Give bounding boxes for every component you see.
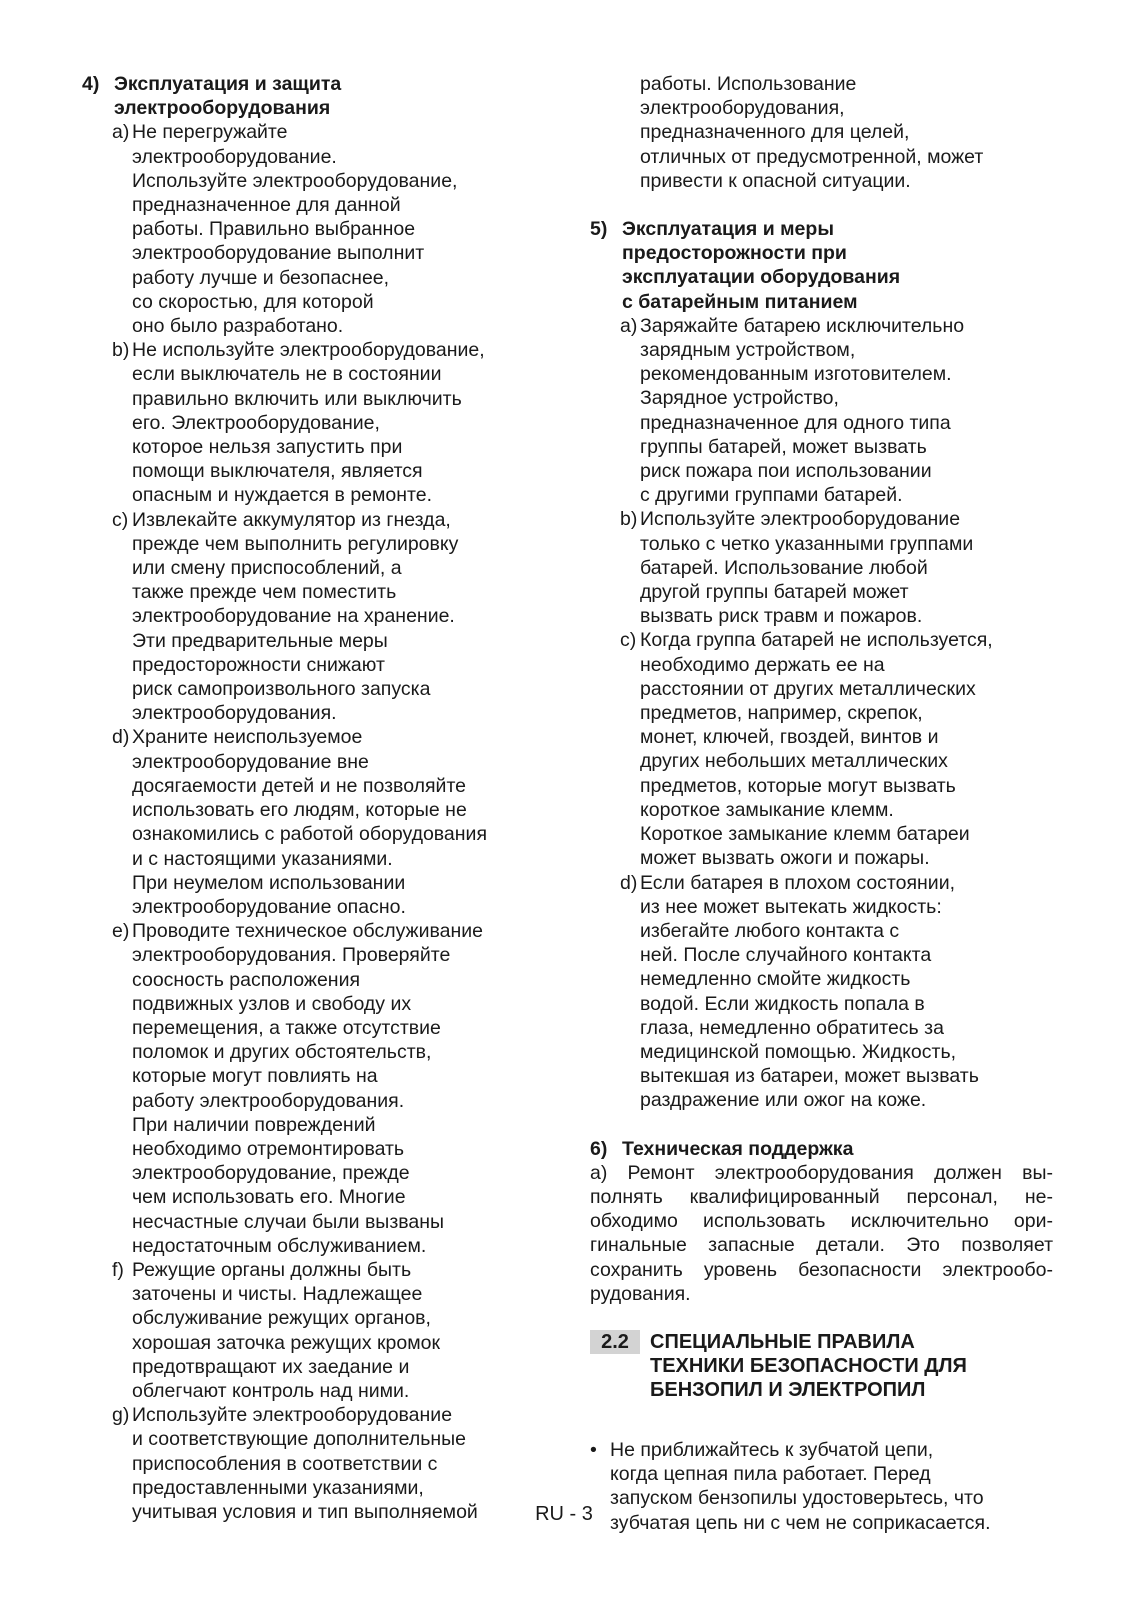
item-line: риск самопроизвольного запуска bbox=[132, 678, 431, 701]
right-column bbox=[590, 72, 1053, 1535]
item-line: предоставленными указаниями, bbox=[132, 1476, 424, 1499]
item-line: его. Электрооборудование, bbox=[132, 411, 380, 434]
bullet-icon: • bbox=[590, 1438, 597, 1461]
section-title-line: СПЕЦИАЛЬНЫЕ ПРАВИЛА bbox=[650, 1330, 915, 1353]
continued-paragraph bbox=[590, 72, 1053, 193]
item-line: монет, ключей, гвоздей, винтов и bbox=[640, 726, 939, 749]
section-2-2-heading bbox=[590, 1330, 1053, 1402]
section-6-heading bbox=[590, 1137, 1053, 1161]
item-line: которые могут повлиять на bbox=[132, 1065, 378, 1088]
item-line: электрооборудование выполнит bbox=[132, 242, 425, 265]
item-line: водой. Если жидкость попала в bbox=[640, 992, 925, 1015]
item-line: оно было разработано. bbox=[132, 315, 344, 338]
section-number: 5) bbox=[590, 218, 608, 241]
paragraph-line: сохранить уровень безопасности электрообо- bbox=[590, 1258, 1053, 1281]
item-line: необходимо держать ее на bbox=[640, 653, 885, 676]
item-line: Используйте электрооборудование bbox=[132, 1404, 453, 1427]
paragraph-line: полнять квалифицированный персонал, не- bbox=[590, 1185, 1053, 1208]
paragraph-line: гинальные запасные детали. Это позволяет bbox=[590, 1234, 1053, 1257]
item-line: группы батарей, может вызвать bbox=[640, 435, 927, 458]
item-line: Используйте электрооборудование bbox=[640, 508, 961, 531]
page-number: RU - 3 bbox=[535, 1503, 593, 1525]
item-line: электрооборудования. bbox=[132, 702, 337, 725]
bullet-line: когда цепная пила работает. Перед bbox=[610, 1463, 931, 1486]
bullet-line: зубчатая цепь ни с чем не соприкасается. bbox=[610, 1511, 991, 1534]
list-item bbox=[590, 628, 1053, 870]
section-number: 6) bbox=[590, 1137, 608, 1160]
item-label: g) bbox=[112, 1404, 130, 1427]
item-line: если выключатель не в состоянии bbox=[132, 363, 442, 386]
item-line: правильно включить или выключить bbox=[132, 387, 462, 410]
item-label: f) bbox=[112, 1258, 124, 1281]
item-line: другой группы батарей может bbox=[640, 581, 909, 604]
paragraph-line: обходимо использовать исключительно ори- bbox=[590, 1210, 1053, 1233]
item-line: рекомендованным изготовителем. bbox=[640, 363, 952, 386]
item-line: поломок и других обстоятельств, bbox=[132, 1041, 432, 1064]
section-title-line: электрооборудования bbox=[114, 97, 331, 120]
section-6-paragraph bbox=[590, 1161, 1053, 1306]
item-line: прежде чем выполнить регулировку bbox=[132, 532, 459, 555]
item-line: предназначенное для одного типа bbox=[640, 411, 951, 434]
item-line: предназначенное для данной bbox=[132, 194, 401, 217]
list-item bbox=[82, 508, 552, 726]
item-line: приспособления в соответствии с bbox=[132, 1452, 438, 1475]
item-line: также прежде чем поместить bbox=[132, 581, 397, 604]
section-title-line: Техническая поддержка bbox=[622, 1137, 854, 1160]
item-line: Если батарея в плохом состоянии, bbox=[640, 871, 955, 894]
spacer bbox=[590, 193, 1053, 217]
item-label: b) bbox=[112, 339, 130, 362]
item-line: может вызвать ожоги и пожары. bbox=[640, 847, 930, 870]
item-line: Не перегружайте bbox=[132, 121, 288, 144]
item-line: из нее может вытекать жидкость: bbox=[640, 895, 942, 918]
item-label: a) bbox=[620, 314, 638, 337]
list-item bbox=[82, 919, 552, 1258]
item-line: ней. После случайного контакта bbox=[640, 944, 932, 967]
item-line: хорошая заточка режущих кромок bbox=[132, 1331, 440, 1354]
item-line: и соответствующие дополнительные bbox=[132, 1428, 467, 1451]
item-line: Не используйте электрооборудование, bbox=[132, 339, 485, 362]
item-line: работу электрооборудования. bbox=[132, 1089, 405, 1112]
item-line: При неумелом использовании bbox=[132, 871, 406, 894]
item-line: учитывая условия и тип выполняемой bbox=[132, 1500, 478, 1523]
item-line: досягаемости детей и не позволяйте bbox=[132, 774, 467, 797]
item-label: d) bbox=[112, 726, 130, 749]
item-line: которое нельзя запустить при bbox=[132, 436, 403, 459]
item-label: e) bbox=[112, 920, 130, 943]
item-line: со скоростью, для которой bbox=[132, 290, 374, 313]
spacer bbox=[590, 1113, 1053, 1137]
item-line: или смену приспособлений, а bbox=[132, 557, 402, 580]
item-line: предосторожности снижают bbox=[132, 653, 385, 676]
item-line: вытекшая из батареи, может вызвать bbox=[640, 1065, 979, 1088]
bullet-line: Не приближайтесь к зубчатой цепи, bbox=[610, 1438, 934, 1461]
item-line: перемещения, а также отсутствие bbox=[132, 1016, 441, 1039]
paragraph-line: отличных от предусмотренной, может bbox=[640, 145, 984, 168]
item-line: электрооборудование вне bbox=[132, 750, 369, 773]
item-line: короткое замыкание клемм. bbox=[640, 798, 894, 821]
bullet-line: запуском бензопилы удостоверьтесь, что bbox=[610, 1487, 984, 1510]
item-line: расстоянии от других металлических bbox=[640, 677, 976, 700]
section-title-line: Эксплуатация и защита bbox=[114, 73, 342, 95]
item-line: батарей. Использование любой bbox=[640, 556, 928, 579]
item-line: немедленно смойте жидкость bbox=[640, 968, 911, 991]
item-line: несчастные случаи были вызваны bbox=[132, 1210, 445, 1233]
item-line: использовать его людям, которые не bbox=[132, 799, 467, 822]
item-line: Проводите техническое обслуживание bbox=[132, 920, 483, 943]
item-line: избегайте любого контакта с bbox=[640, 919, 900, 942]
item-line: риск пожара пои использовании bbox=[640, 460, 932, 483]
paragraph-line: привести к опасной ситуации. bbox=[640, 169, 911, 192]
list-item bbox=[82, 338, 552, 507]
item-line: опасным и нуждается в ремонте. bbox=[132, 484, 433, 507]
list-item bbox=[590, 507, 1053, 628]
list-item bbox=[82, 120, 552, 338]
item-line: облегчают контроль над ними. bbox=[132, 1379, 410, 1402]
item-line: Зарядное устройство, bbox=[640, 387, 839, 410]
item-line: Короткое замыкание клемм батареи bbox=[640, 823, 970, 846]
item-label: b) bbox=[620, 508, 638, 531]
item-line: заточены и чисты. Надлежащее bbox=[132, 1283, 423, 1306]
item-line: предметов, которые могут вызвать bbox=[640, 774, 956, 797]
section-title-line: эксплуатации оборудования bbox=[622, 266, 901, 289]
section-title-line: БЕНЗОПИЛ И ЭЛЕКТРОПИЛ bbox=[650, 1378, 926, 1401]
item-line: помощи выключателя, является bbox=[132, 460, 423, 483]
item-line: Извлекайте аккумулятор из гнезда, bbox=[132, 508, 451, 531]
item-line: работу лучше и безопаснее, bbox=[132, 266, 390, 289]
item-line: электрооборудование, прежде bbox=[132, 1162, 410, 1185]
paragraph-line: a) Ремонт электрооборудования должен вы- bbox=[590, 1161, 1053, 1184]
item-label: c) bbox=[620, 629, 637, 652]
item-label: a) bbox=[112, 121, 130, 144]
item-line: Когда группа батарей не используется, bbox=[640, 629, 993, 652]
item-line: При наличии повреждений bbox=[132, 1113, 376, 1136]
item-line: необходимо отремонтировать bbox=[132, 1137, 405, 1160]
section-5-heading bbox=[590, 217, 1053, 314]
item-line: электрооборудование опасно. bbox=[132, 895, 406, 918]
item-line: других небольших металлических bbox=[640, 750, 948, 773]
section-5-items bbox=[590, 314, 1053, 1113]
item-line: Режущие органы должны быть bbox=[132, 1258, 412, 1281]
item-line: глаза, немедленно обратитесь за bbox=[640, 1016, 944, 1039]
item-line: работы. Правильно выбранное bbox=[132, 218, 416, 241]
list-item bbox=[590, 314, 1053, 508]
item-line: только с четко указанными группами bbox=[640, 532, 974, 555]
item-line: медицинской помощью. Жидкость, bbox=[640, 1040, 957, 1063]
item-line: с другими группами батарей. bbox=[640, 484, 903, 507]
item-label: c) bbox=[112, 508, 129, 531]
item-line: зарядным устройством, bbox=[640, 339, 856, 362]
section-number-badge: 2.2 bbox=[590, 1330, 640, 1354]
item-line: электрооборудования. Проверяйте bbox=[132, 944, 451, 967]
left-column bbox=[82, 72, 552, 1524]
item-line: электрооборудование на хранение. bbox=[132, 605, 455, 628]
item-line: предотвращают их заедание и bbox=[132, 1355, 410, 1378]
list-item bbox=[82, 1258, 552, 1403]
paragraph-line: работы. Использование bbox=[640, 73, 857, 95]
list-item bbox=[82, 725, 552, 919]
item-line: Эти предварительные меры bbox=[132, 629, 388, 652]
section-title-line: ТЕХНИКИ БЕЗОПАСНОСТИ ДЛЯ bbox=[650, 1354, 967, 1377]
item-line: обслуживание режущих органов, bbox=[132, 1307, 431, 1330]
item-label: d) bbox=[620, 871, 638, 894]
item-line: и с настоящими указаниями. bbox=[132, 847, 393, 870]
item-line: Заряжайте батарею исключительно bbox=[640, 314, 965, 337]
section-title-line: предосторожности при bbox=[622, 242, 847, 265]
item-line: соосность расположения bbox=[132, 968, 361, 991]
section-title-line: с батарейным питанием bbox=[622, 290, 858, 313]
item-line: Храните неиспользуемое bbox=[132, 726, 363, 749]
item-line: предметов, например, скрепок, bbox=[640, 702, 923, 725]
item-line: недостаточным обслуживанием. bbox=[132, 1234, 427, 1257]
section-title-line: Эксплуатация и меры bbox=[622, 218, 834, 241]
item-line: чем использовать его. Многие bbox=[132, 1186, 406, 1209]
paragraph-line: предназначенного для целей, bbox=[640, 121, 910, 144]
item-line: вызвать риск травм и пожаров. bbox=[640, 605, 923, 628]
item-line: ознакомились с работой оборудования bbox=[132, 823, 487, 846]
list-item bbox=[590, 871, 1053, 1113]
section-4-items bbox=[82, 120, 552, 1524]
paragraph-line: электрооборудования, bbox=[640, 97, 845, 120]
item-line: Используйте электрооборудование, bbox=[132, 169, 458, 192]
item-line: электрооборудование. bbox=[132, 145, 337, 168]
section-4-heading bbox=[82, 72, 552, 120]
item-line: раздражение или ожог на коже. bbox=[640, 1089, 927, 1112]
item-line: подвижных узлов и свободу их bbox=[132, 992, 412, 1015]
section-number: 4) bbox=[82, 73, 100, 95]
paragraph-line: рудования. bbox=[590, 1282, 691, 1305]
